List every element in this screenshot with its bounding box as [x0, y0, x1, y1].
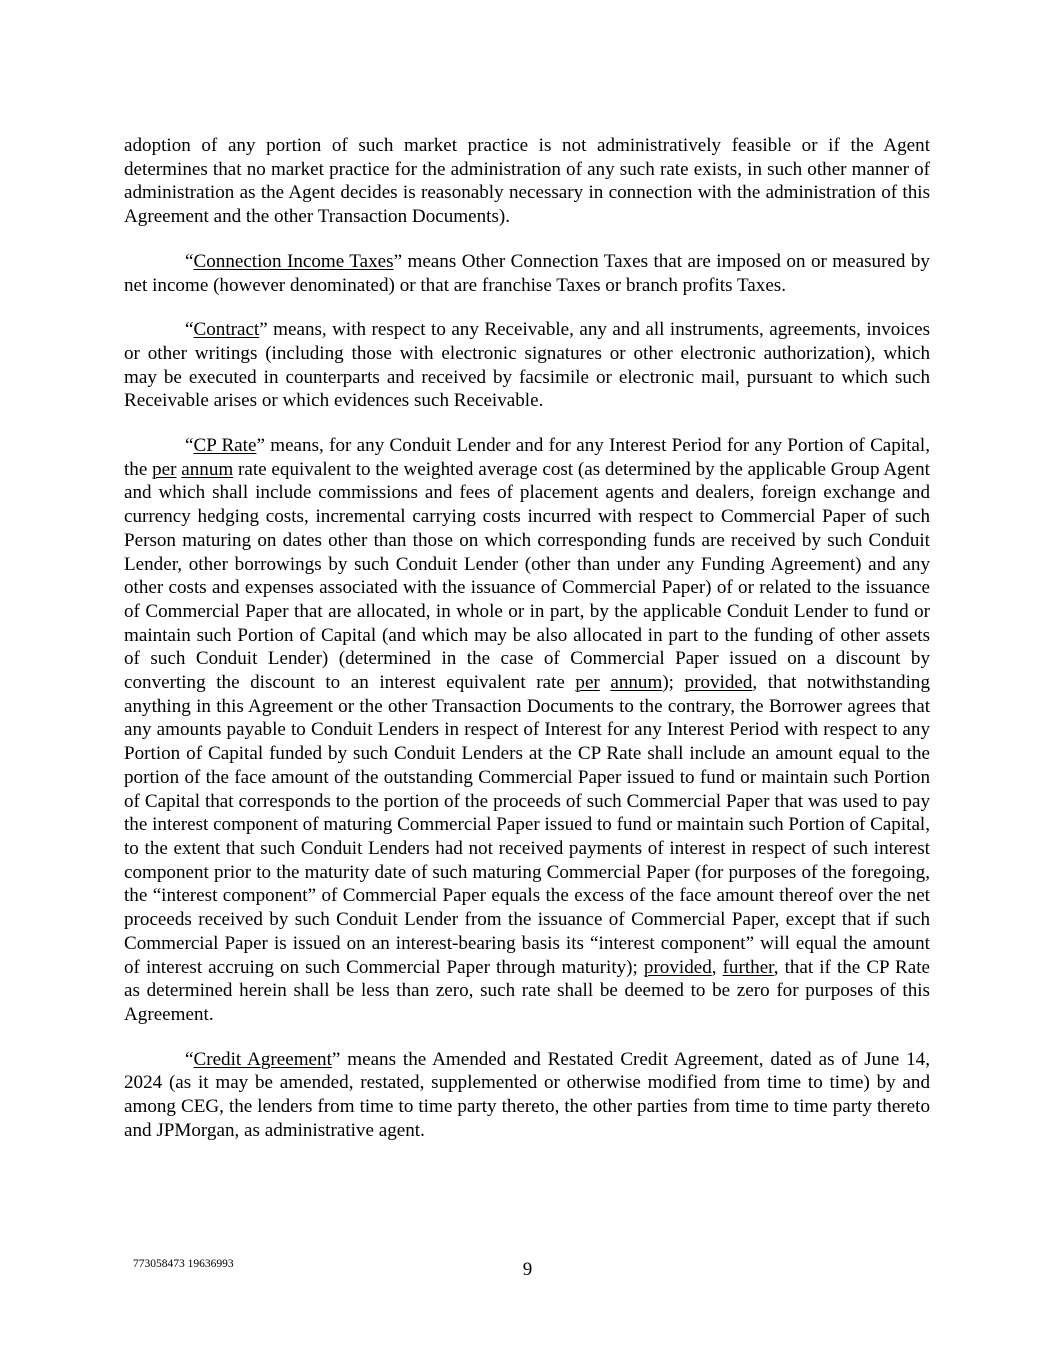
- text-run: “: [185, 250, 194, 272]
- paragraph: [124, 318, 930, 413]
- text-run: ” means the Amended and Restated Credit Agreement, dated as of June 14, 2024 (as it may be amended, restated, supplemented or otherwise modified from time to time) by and among CEG, the lenders from time to time party thereto, the other parties from time to time party thereto and JPMorgan, as administrative agent.: [124, 1048, 930, 1141]
- text-run: ” means, with respect to any Receivable, any and all instruments, agreements, invoices or other writings (including those with electronic signatures or other electronic authorization), which may be executed in counterparts and received by facsimile or electronic mail, pursuant to which such Receivable arises or which evidences such Receivable.: [124, 319, 930, 412]
- defined-term: Credit Agreement: [193, 1048, 332, 1070]
- defined-term: Connection Income Taxes: [193, 250, 394, 272]
- text-run: ,: [711, 956, 723, 978]
- text-run: [600, 672, 611, 693]
- defined-term: provided: [684, 672, 753, 694]
- text-run: ” means, for any Conduit Lender and for any Interest Period for any Portion of Capital, the: [124, 435, 930, 480]
- defined-term: CP Rate: [193, 435, 257, 457]
- defined-term: per: [575, 672, 600, 694]
- text-run: , that notwithstanding anything in this Agreement or the other Transaction Documents to the contrary, the Borrower agrees that any amounts payable to Conduit Lenders in respect of Interest for any Interest Period with respect to any Portion of Capital funded by such Conduit Lenders at the CP Rate shall include an amount equal to the portion of the face amount of the outstanding Commercial Paper issued to fund or maintain such Portion of Capital that corresponds to the portion of the proceeds of such Commercial Paper that was used to pay the interest component of maturing Commercial Paper issued to fund or maintain such Portion of Capital, to the extent that such Conduit Lenders had not received payments of interest in respect of such interest component prior to the maturity date of such maturing Commercial Paper (for purposes of the foregoing, the “interest component” of Commercial Paper equals the excess of the face amount thereof over the net proceeds received by such Conduit Lender from the issuance of Commercial Paper, except that if such Commercial Paper is issued on an interest-bearing basis its “interest component” will equal the amount of interest accruing on such Commercial Paper through maturity);: [124, 672, 931, 978]
- defined-term: further: [722, 956, 774, 978]
- defined-term: provided: [643, 956, 712, 978]
- paragraph: [124, 134, 930, 229]
- document-body: [124, 134, 930, 1163]
- defined-term: Contract: [193, 319, 260, 341]
- page-number: 9: [522, 1259, 533, 1280]
- text-run: );: [662, 672, 685, 694]
- text-run: “: [185, 1048, 194, 1070]
- defined-term: annum: [181, 458, 234, 480]
- text-run: rate equivalent to the weighted average cost (as determined by the applicable Group Agent and which shall include commissions and fees of placement agents and dealers, foreign exchange and currency hedging costs, incremental carrying costs incurred with respect to Commercial Paper of such Person maturing on dates other than those on which corresponding funds are received by such Conduit Lender, other borrowings by such Conduit Lender (other than under any Funding Agreement) and any other costs and expenses associated with the issuance of Commercial Paper) of or related to the issuance of Commercial Paper that are allocated, in whole or in part, by the applicable Conduit Lender to fund or maintain such Portion of Capital (and which may be also allocated in part to the funding of other assets of such Conduit Lender) (determined in the case of Commercial Paper issued on a discount by converting the discount to an interest equivalent rate: [124, 458, 930, 694]
- defined-term: annum: [610, 672, 663, 694]
- text-run: ” means Other Connection Taxes that are imposed on or measured by net income (however denominated) or that are franchise Taxes or branch profits Taxes.: [124, 250, 930, 296]
- paragraph: [124, 1048, 930, 1143]
- paragraph: [124, 434, 930, 1027]
- paragraph: [124, 250, 930, 297]
- text-run: , that if the CP Rate as determined herein shall be less than zero, such rate shall be deemed to be zero for purposes of this Agreement.: [124, 956, 930, 1025]
- text-run: “: [185, 435, 194, 457]
- defined-term: per: [152, 458, 177, 480]
- text-run: adoption of any portion of such market practice is not administratively feasible or if the Agent determines that no market practice for the administration of any such rate exists, in such other manner of administration as the Agent decides is reasonably necessary in connection with the administration of this Agreement and the other Transaction Documents).: [124, 135, 930, 228]
- footer-document-id: 773058473 19636993: [133, 1258, 234, 1270]
- text-run: “: [185, 319, 194, 341]
